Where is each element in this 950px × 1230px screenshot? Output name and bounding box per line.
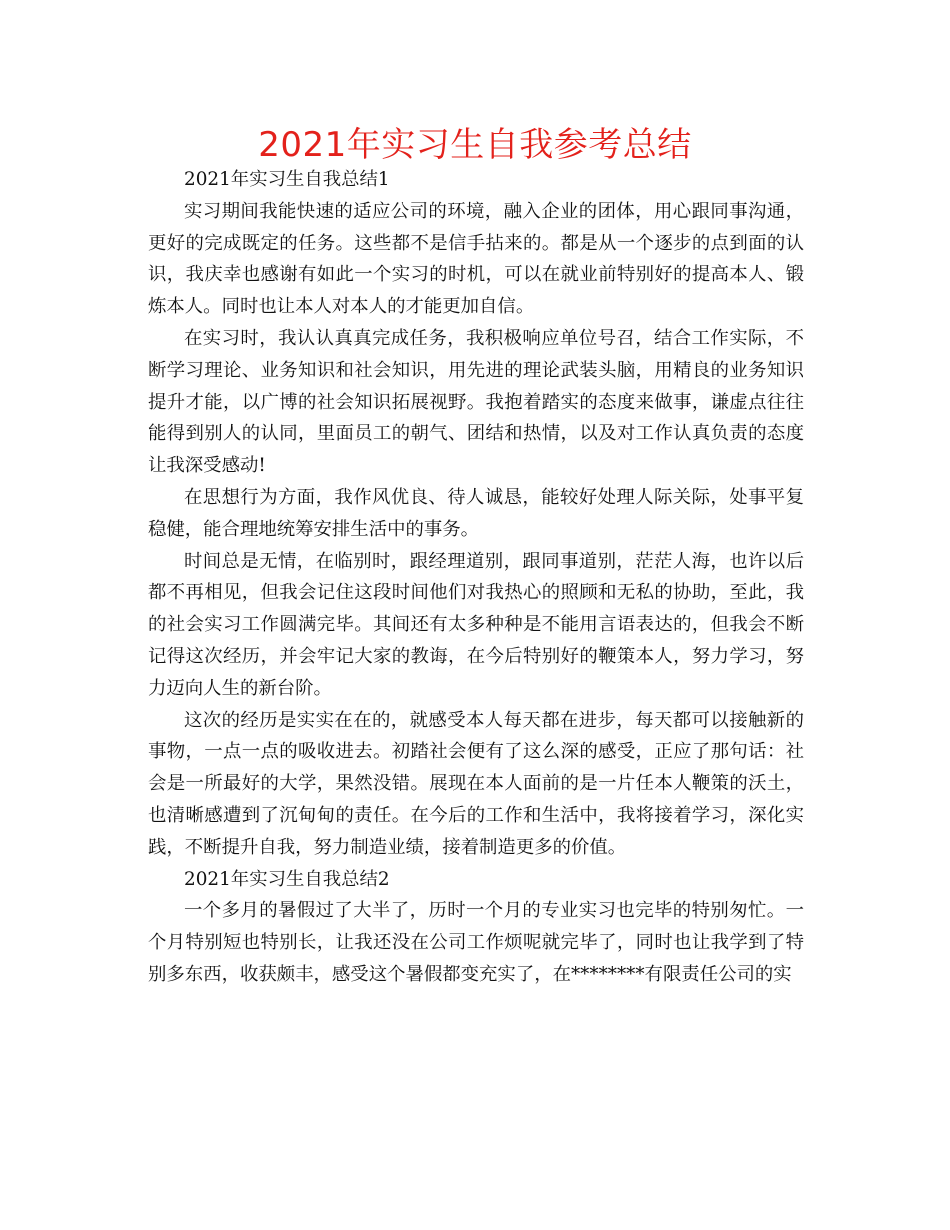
paragraph: 一个多月的暑假过了大半了，历时一个月的专业实习也完毕的特别匆忙。一个月特别短也特别长，让我还没在公司工作烦呢就完毕了，同时也让我学到了特别多东西，收获颇丰，感受这个暑假都变充实了，在********有限责任公司的实 [148,900,804,985]
paragraph: 实习期间我能快速的适应公司的环境，融入企业的团体，用心跟同事沟通，更好的完成既定的任务。这些都不是信手拈来的。都是从一个逐步的点到面的认识，我庆幸也感谢有如此一个实习的时机，可以在就业前特别好的提高本人、锻炼本人。同时也让本人对本人的才能更加自信。 [148,200,804,318]
paragraph: 在思想行为方面，我作风优良、待人诚恳，能较好处理人际关际，处事平复稳健，能合理地统筹安排生活中的事务。 [148,486,804,540]
document-body [148,164,804,991]
section-heading: 2021年实习生自我总结2 [184,868,390,890]
paragraph: 在实习时，我认认真真完成任务，我积极响应单位号召，结合工作实际，不断学习理论、业务知识和社会知识，用先进的理论武装头脑，用精良的业务知识提升才能，以广博的社会知识拓展视野。我抱着踏实的态度来做事，谦虚点往往能得到别人的认同，里面员工的朝气、团结和热情，以及对工作认真负责的态度让我深受感动! [148,327,804,477]
paragraph: 时间总是无情，在临别时，跟经理道别，跟同事道别，茫茫人海，也许以后都不再相见，但我会记住这段时间他们对我热心的照顾和无私的协助，至此，我的社会实习工作圆满完毕。其间还有太多种种是不能用言语表达的，但我会不断记得这次经历，并会牢记大家的教诲，在今后特别好的鞭策本人，努力学习，努力迈向人生的新台阶。 [148,550,804,699]
section-heading: 2021年实习生自我总结1 [184,169,390,190]
paragraph: 这次的经历是实实在在的，就感受本人每天都在进步，每天都可以接触新的事物，一点一点的吸收进去。初踏社会便有了这么深的感受，正应了那句话：社会是一所最好的大学，果然没错。展现在本人面前的是一片任本人鞭策的沃土，也清晰感遭到了沉甸甸的责任。在今后的工作和生活中，我将接着学习，深化实践，不断提升自我，努力制造业绩，接着制造更多的价值。 [148,709,804,858]
document-title: 2021年实习生自我参考总结 [258,125,692,165]
